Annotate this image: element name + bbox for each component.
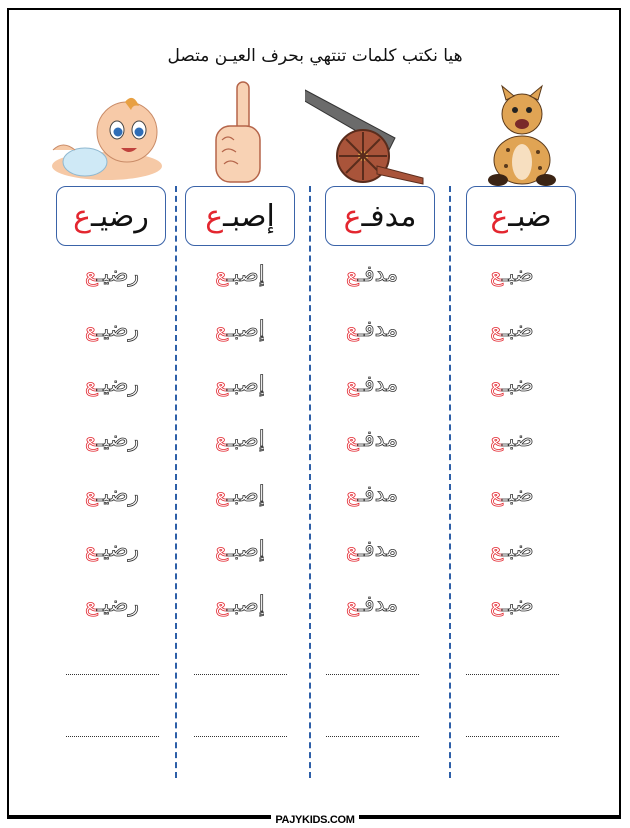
trace-suffix-ain: ع [490, 317, 502, 342]
trace-suffix-ain: ع [215, 262, 227, 287]
word-suffix-ain: ع [73, 198, 92, 234]
trace-suffix-ain: ع [215, 592, 227, 617]
writing-line[interactable] [326, 674, 419, 675]
trace-word [47, 427, 177, 452]
worksheet-title: هيا نكتب كلمات تنتهي بحرف العيـن متصل [167, 46, 463, 66]
trace-suffix-ain: ع [84, 482, 97, 507]
trace-suffix-ain: ع [345, 592, 358, 617]
trace-suffix-ain: ع [345, 262, 358, 287]
trace-prefix: ضبـ [501, 372, 534, 397]
trace-word [47, 317, 177, 342]
trace-word [447, 262, 577, 287]
trace-word [175, 317, 305, 342]
hyena-icon [482, 80, 562, 186]
trace-word [307, 537, 437, 562]
trace-suffix-ain: ع [84, 427, 97, 452]
word-suffix-ain: ع [490, 198, 509, 234]
trace-suffix-ain: ع [490, 262, 502, 287]
trace-prefix: مدفـ [357, 372, 398, 397]
trace-word [307, 592, 437, 617]
writing-line[interactable] [194, 736, 287, 737]
word-box-cannon [325, 186, 435, 246]
trace-prefix: إصبـ [226, 427, 265, 452]
trace-suffix-ain: ع [490, 372, 502, 397]
trace-suffix-ain: ع [84, 537, 97, 562]
trace-prefix: ضبـ [501, 262, 534, 287]
writing-line[interactable] [466, 736, 559, 737]
trace-suffix-ain: ع [215, 537, 227, 562]
trace-prefix: مدفـ [357, 262, 398, 287]
trace-prefix: إصبـ [226, 372, 265, 397]
trace-prefix: ضبـ [501, 537, 534, 562]
word-suffix-ain: ع [343, 198, 362, 234]
trace-word [175, 372, 305, 397]
writing-line[interactable] [466, 674, 559, 675]
trace-word [447, 427, 577, 452]
word-prefix: مدفـ [361, 198, 417, 234]
trace-suffix-ain: ع [490, 537, 502, 562]
trace-word [175, 482, 305, 507]
trace-word [175, 427, 305, 452]
trace-word [447, 537, 577, 562]
trace-word [447, 482, 577, 507]
trace-prefix: رضيـ [96, 262, 140, 287]
word-prefix: ضبـ [508, 198, 552, 234]
trace-word [47, 482, 177, 507]
trace-prefix: مدفـ [357, 427, 398, 452]
word-suffix-ain: ع [205, 198, 224, 234]
trace-prefix: إصبـ [226, 317, 265, 342]
finger-icon [210, 80, 270, 186]
writing-line[interactable] [194, 674, 287, 675]
trace-word [47, 262, 177, 287]
trace-suffix-ain: ع [345, 372, 358, 397]
trace-word [447, 372, 577, 397]
trace-prefix: مدفـ [357, 537, 398, 562]
trace-suffix-ain: ع [490, 427, 502, 452]
trace-word [47, 592, 177, 617]
cannon-icon [305, 80, 425, 186]
trace-suffix-ain: ع [215, 372, 227, 397]
trace-prefix: رضيـ [96, 537, 140, 562]
trace-prefix: رضيـ [96, 427, 140, 452]
trace-word [307, 317, 437, 342]
trace-prefix: مدفـ [357, 317, 398, 342]
trace-word [47, 372, 177, 397]
trace-word [175, 592, 305, 617]
trace-suffix-ain: ع [345, 427, 358, 452]
baby-icon [45, 80, 170, 186]
trace-word [307, 372, 437, 397]
trace-prefix: مدفـ [357, 482, 398, 507]
footer [0, 808, 630, 827]
trace-prefix: إصبـ [226, 482, 265, 507]
trace-suffix-ain: ع [490, 482, 502, 507]
word-prefix: رضيـ [91, 198, 149, 234]
trace-suffix-ain: ع [490, 592, 502, 617]
trace-prefix: ضبـ [501, 317, 534, 342]
trace-prefix: رضيـ [96, 482, 140, 507]
footer-brand: PAJYKIDS.COM [271, 814, 358, 826]
writing-line[interactable] [66, 674, 159, 675]
trace-suffix-ain: ع [345, 317, 358, 342]
trace-suffix-ain: ع [215, 482, 227, 507]
trace-word [447, 592, 577, 617]
trace-prefix: إصبـ [226, 262, 265, 287]
trace-suffix-ain: ع [215, 317, 227, 342]
trace-word [447, 317, 577, 342]
trace-prefix: ضبـ [501, 592, 534, 617]
trace-prefix: إصبـ [226, 592, 265, 617]
trace-word [307, 262, 437, 287]
trace-prefix: إصبـ [226, 537, 265, 562]
trace-prefix: مدفـ [357, 592, 398, 617]
trace-prefix: رضيـ [96, 592, 140, 617]
trace-prefix: ضبـ [501, 427, 534, 452]
trace-word [307, 482, 437, 507]
word-box-hyena [466, 186, 576, 246]
trace-suffix-ain: ع [84, 317, 97, 342]
trace-prefix: رضيـ [96, 372, 140, 397]
word-prefix: إصبـ [223, 198, 275, 234]
trace-word [47, 537, 177, 562]
trace-suffix-ain: ع [84, 592, 97, 617]
trace-suffix-ain: ع [84, 262, 97, 287]
trace-word [175, 262, 305, 287]
writing-line[interactable] [326, 736, 419, 737]
trace-word [307, 427, 437, 452]
trace-suffix-ain: ع [215, 427, 227, 452]
trace-prefix: رضيـ [96, 317, 140, 342]
trace-suffix-ain: ع [345, 482, 358, 507]
word-box-baby [56, 186, 166, 246]
trace-prefix: ضبـ [501, 482, 534, 507]
trace-suffix-ain: ع [345, 537, 358, 562]
writing-line[interactable] [66, 736, 159, 737]
trace-word [175, 537, 305, 562]
word-box-finger [185, 186, 295, 246]
trace-suffix-ain: ع [84, 372, 97, 397]
